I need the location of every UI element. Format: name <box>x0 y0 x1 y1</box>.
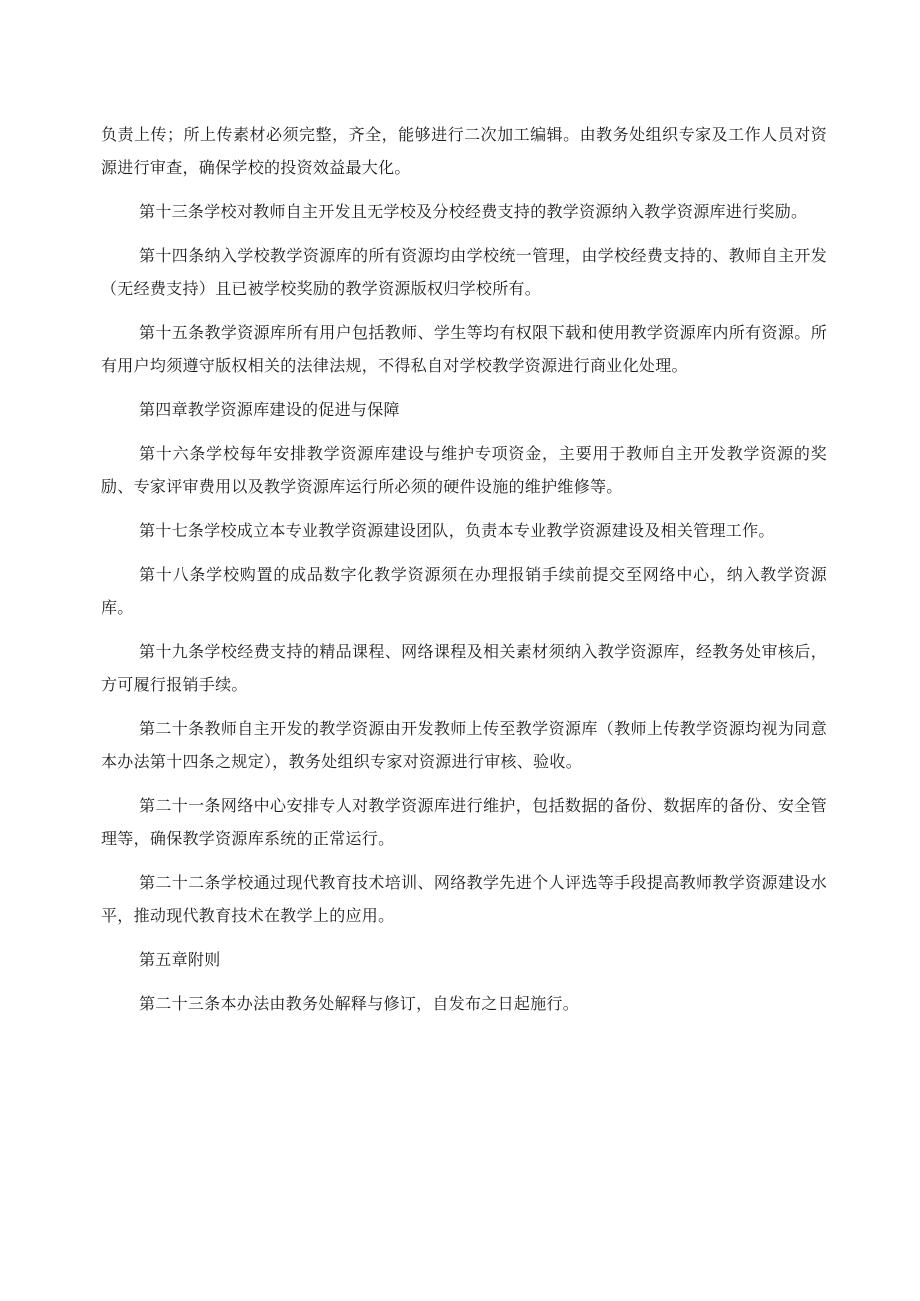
chapter-4-heading: 第四章教学资源库建设的促进与保障 <box>139 400 400 419</box>
paragraph-article-23: 第二十三条本办法由教务处解释与修订，自发布之日起施行。 <box>139 994 580 1013</box>
paragraph-article-20: 第二十条教师自主开发的教学资源由开发教师上传至教学资源库（教师上传教学资源均视为同意本办法第十四条之规定），教务处组织专家对资源进行审核、验收。 <box>101 719 827 771</box>
paragraph-article-19: 第十九条学校经费支持的精品课程、网络课程及相关素材须纳入教学资源库，经教务处审核后，方可履行报销手续。 <box>101 642 827 694</box>
paragraph-article-14: 第十四条纳入学校教学资源库的所有资源均由学校统一管理，由学校经费支持的、教师自主开发（无经费支持）且已被学校奖励的教学资源版权归学校所有。 <box>101 246 827 298</box>
paragraph-article-18: 第十八条学校购置的成品数字化教学资源须在办理报销手续前提交至网络中心，纳入教学资源库。 <box>101 565 827 617</box>
paragraph-article-21: 第二十一条网络中心安排专人对教学资源库进行维护，包括数据的备份、数据库的备份、安全管理等，确保教学资源库系统的正常运行。 <box>101 796 827 848</box>
paragraph-article-22: 第二十二条学校通过现代教育技术培训、网络教学先进个人评选等手段提高教师教学资源建设水平，推动现代教育技术在教学上的应用。 <box>101 873 827 925</box>
paragraph-continuation: 负责上传；所上传素材必须完整，齐全，能够进行二次加工编辑。由教务处组织专家及工作人员对资源进行审查，确保学校的投资效益最大化。 <box>101 125 827 177</box>
document-body <box>101 118 827 1031</box>
paragraph-article-17: 第十七条学校成立本专业教学资源建设团队，负责本专业教学资源建设及相关管理工作。 <box>139 521 775 540</box>
paragraph-article-13: 第十三条学校对教师自主开发且无学校及分校经费支持的教学资源纳入教学资源库进行奖励。 <box>139 202 808 221</box>
paragraph-article-15: 第十五条教学资源库所有用户包括教师、学生等均有权限下载和使用教学资源库内所有资源。所有用户均须遵守版权相关的法律法规，不得私自对学校教学资源进行商业化处理。 <box>101 323 827 375</box>
paragraph-article-16: 第十六条学校每年安排教学资源库建设与维护专项资金，主要用于教师自主开发教学资源的奖励、专家评审费用以及教学资源库运行所必须的硬件设施的维护维修等。 <box>101 444 827 496</box>
chapter-5-heading: 第五章附则 <box>139 950 221 969</box>
